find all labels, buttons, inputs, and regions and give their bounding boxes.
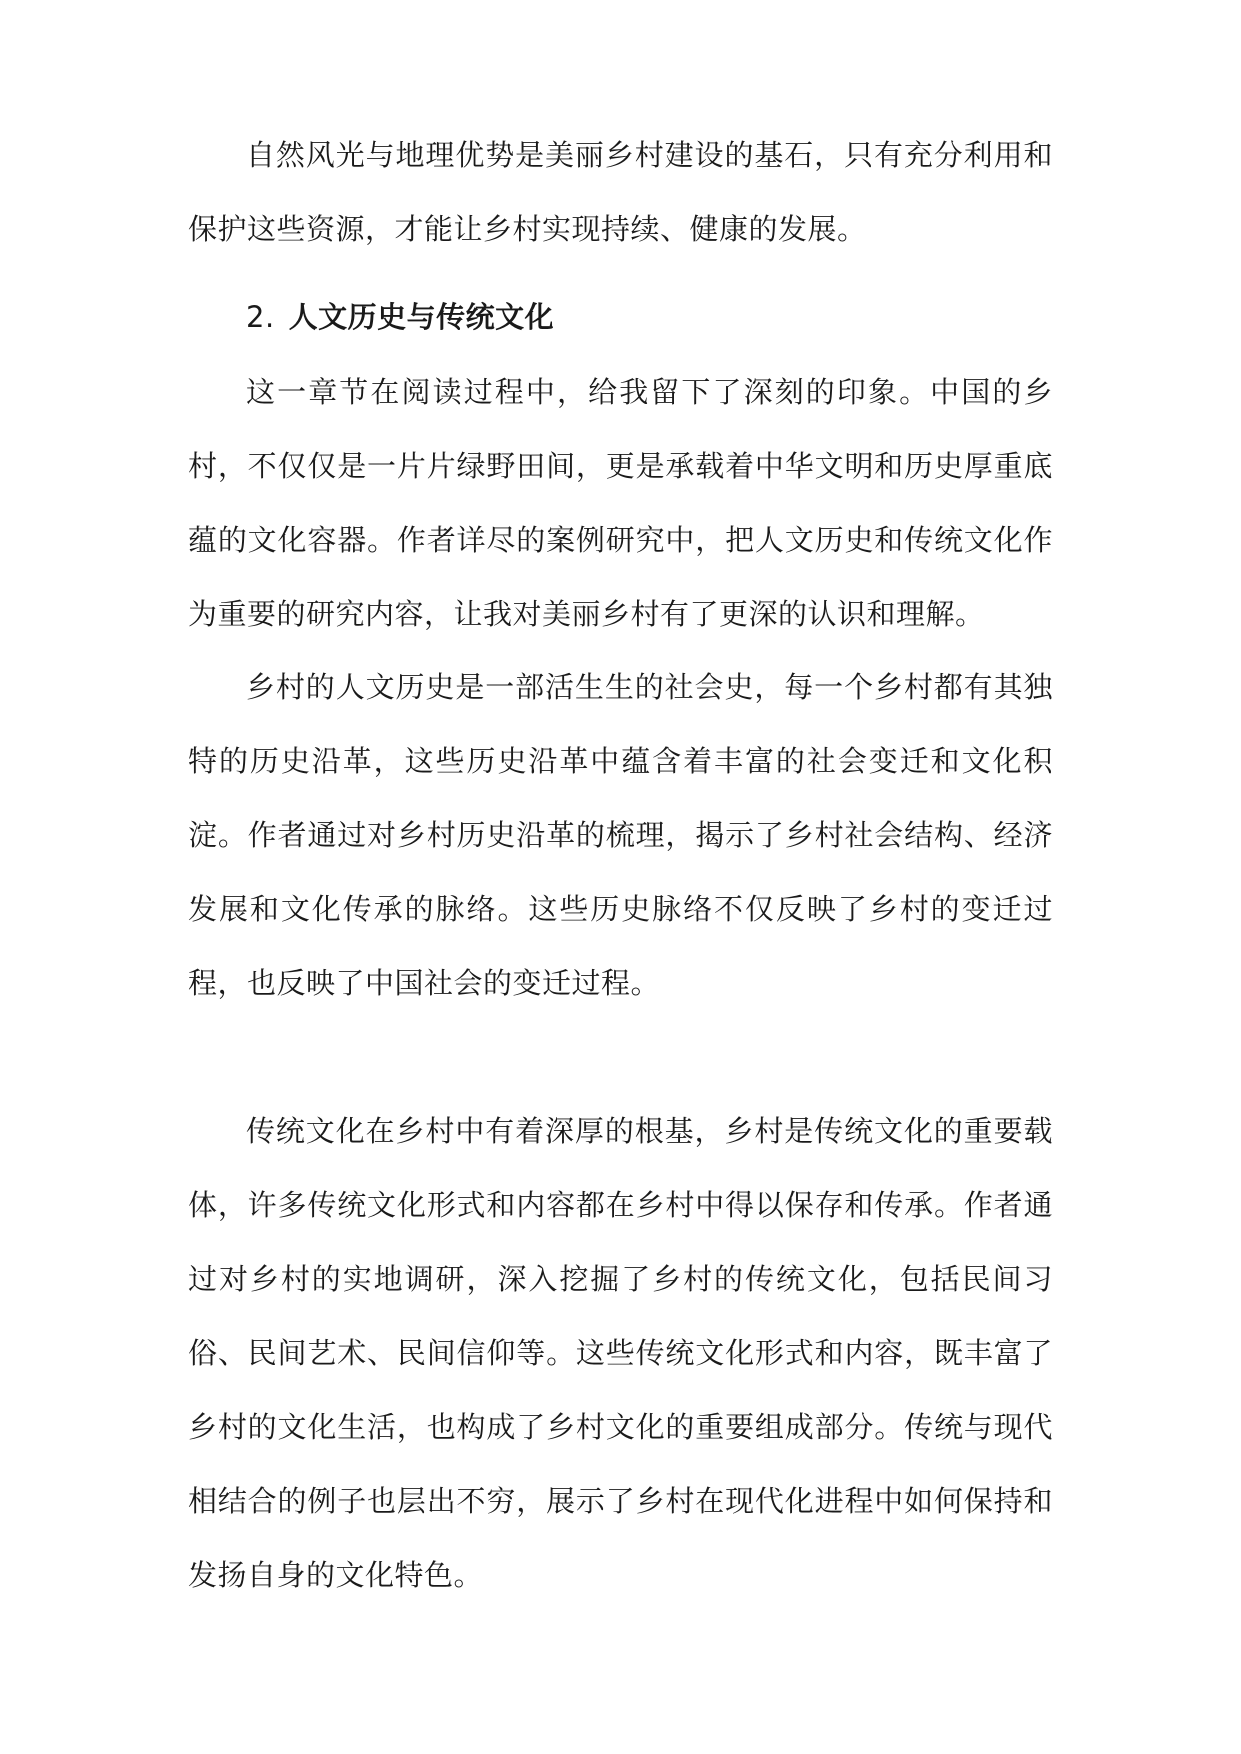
paragraph-chapter-impression: 这一章节在阅读过程中，给我留下了深刻的印象。中国的乡村，不仅仅是一片片绿野田间，更是承载着中华文明和历史厚重底蕴的文化容器。作者详尽的案例研究中，把人文历史和传统文化作为重要的研究内容，让我对美丽乡村有了更深的认识和理解。 [188,375,1053,631]
paragraph-natural-scenery: 自然风光与地理优势是美丽乡村建设的基石，只有充分利用和保护这些资源，才能让乡村实现持续、健康的发展。 [188,138,1053,246]
section-title: 人文历史与传统文化 [288,300,555,334]
paragraph-traditional-culture: 传统文化在乡村中有着深厚的根基，乡村是传统文化的重要载体，许多传统文化形式和内容都在乡村中得以保存和传承。作者通过对乡村的实地调研，深入挖掘了乡村的传统文化，包括民间习俗、民间艺术、民间信仰等。这些传统文化形式和内容，既丰富了乡村的文化生活，也构成了乡村文化的重要组成部分。传统与现代相结合的例子也层出不穷，展示了乡村在现代化进程中如何保持和发扬自身的文化特色。 [188,1114,1053,1592]
paragraph-humanistic-history: 乡村的人文历史是一部活生生的社会史，每一个乡村都有其独特的历史沿革，这些历史沿革中蕴含着丰富的社会变迁和文化积淀。作者通过对乡村历史沿革的梳理，揭示了乡村社会结构、经济发展和文化传承的脉络。这些历史脉络不仅反映了乡村的变迁过程，也反映了中国社会的变迁过程。 [188,670,1053,1000]
section-number: 2. [246,300,275,334]
section-heading [246,280,554,354]
